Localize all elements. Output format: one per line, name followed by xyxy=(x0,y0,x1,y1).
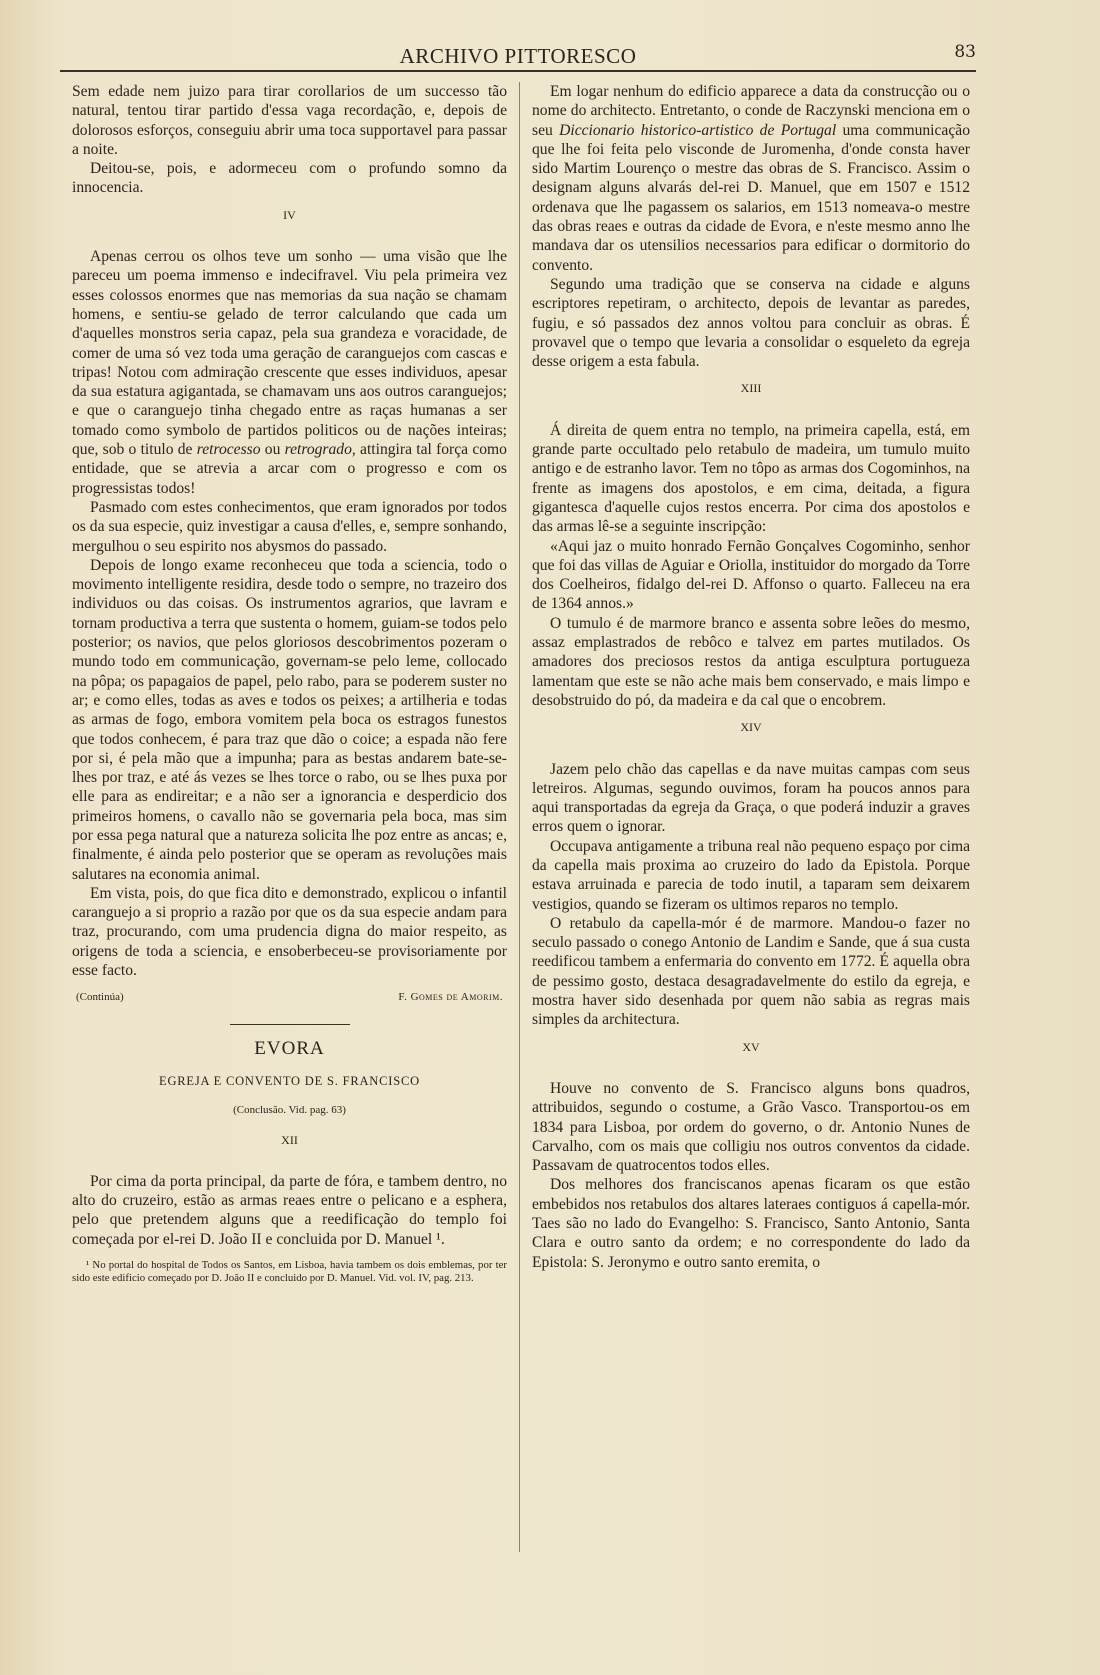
article-note: (Conclusão. Vid. pag. 63) xyxy=(233,1104,346,1117)
paragraph: Pasmado com estes conhecimentos, que eram ignorados por todos os da sua especie, quiz investigar a causa d'elles, e, sempre sonhando, mergulhou o seu espirito nos abysmos do passado. xyxy=(72,498,507,555)
paragraph: Deitou-se, pois, e adormeceu com o profundo somno da innocencia. xyxy=(72,160,507,197)
continua-label: (Continúa) xyxy=(76,991,124,1004)
section-number: XIV xyxy=(740,720,762,735)
paragraph: O retabulo da capella-mór é de marmore. Mandou-o fazer no seculo passado o conego Antonio de Landim e Sande, que á sua custa reedificou tambem a enfermaria do convento em 1772. É aquella obra de pessimo gosto, destaca desagradavelmente do estilo da egreja, e mostra haver sido desenhada por quem não sabia as regras mais simples da architectura. xyxy=(532,914,970,1029)
paragraph: Por cima da porta principal, da parte de fóra, e tambem dentro, no alto do cruzeiro, estão as armas reaes entre o pelicano e a esphera, pelo que pretendem alguns que a reedificação do templo foi começada por el-rei D. João II e concluida por D. Manuel ¹. xyxy=(72,1172,507,1248)
journal-title: ARCHIVO PITTORESCO xyxy=(399,44,637,68)
paragraph: Jazem pelo chão das capellas e da nave muitas campas com seus letreiros. Algumas, segundo ouvimos, foram ha poucos annos para aqui transportadas da egreja da Graça, o que poderá induzir a graves erros quem o ignorar. xyxy=(532,760,970,836)
page-number: 83 xyxy=(954,42,976,62)
section-number: IV xyxy=(283,207,296,222)
article-subtitle: EGREJA E CONVENTO DE S. FRANCISCO xyxy=(159,1073,420,1088)
paragraph: Em vista, pois, do que fica dito e demonstrado, explicou o infantil caranguejo a si proprio a razão por que os da sua especie andam para traz, procurando, com uma prudencia digna do maior respeito, as origens de toda a sciencia, e ensoberbeceu-se provisoriamente por esse facto. xyxy=(72,884,507,980)
section-number: XII xyxy=(281,1132,298,1147)
left-column xyxy=(72,82,507,1285)
paragraph: Dos melhores dos franciscanos apenas ficaram os que estão embebidos nos retabulos dos altares lateraes contiguos á capella-mór. Taes são no lado do Evangelho: S. Francisco, Santo Antonio, Santa Clara e outro santo da ordem; e no correspondente do lado da Epistola: S. Jeronymo e outro santo eremita, o xyxy=(532,1176,970,1271)
paragraph: O tumulo é de marmore branco e assenta sobre leões do mesmo, assaz emplastrados de rebôco e talvez em partes mutilados. Os amadores dos preciosos restos da antiga esculptura portugueza lamentam que este se não ache mais bem conservado, e mais limpo e desobstruido do pó, da madeira e da cal que o encobrem. xyxy=(532,614,970,709)
signature-row xyxy=(76,988,503,1007)
footnote: ¹ No portal do hospital de Todos os Santos, em Lisboa, havia tambem os dois emblemas, por ter sido este edificio começado por D. João II e concluido por D. Manuel. Vid. vol. IV, pag. 213. xyxy=(72,1259,507,1285)
inscription: «Aqui jaz o muito honrado Fernão Gonçalves Cogominho, senhor que foi das villas de Aguiar e Oriolla, instituidor do morgado da Torre dos Coelheiros, fidalgo del-rei D. Affonso o quarto. Falleceu na era de 1364 annos.» xyxy=(532,537,970,613)
paragraph: Em logar nenhum do edificio apparece a data da construcção ou o nome do architecto. Entretanto, o conde de Raczynski menciona em o seu Diccionario historico-artistico de Portugal uma communicação que lhe foi feita pelo visconde de Juromenha, d'onde consta haver sido Martim Lourenço o mestre das obras de S. Francisco. Assim o designam alguns alvarás del-rei D. Manuel, que em 1507 e 1512 ordenava que lhe pagassem os salarios, em 1513 nomeava-o mestre das obras reaes e outras da cidade de Evora, e n'este mesmo anno lhe mandava dar os utensilios necessarios para edificar o dormitorio do convento. xyxy=(532,83,970,274)
author-signature: F. Gomes de Amorim. xyxy=(398,991,503,1004)
paragraph: Occupava antigamente a tribuna real não pequeno espaço por cima da capella mais proxima ao cruzeiro do lado da Epistola. Porque estava arruinada e parecia de todo inutil, a taparam sem deixarem vestigios, quando se fizeram os ultimos reparos no templo. xyxy=(532,837,970,913)
paragraph: Houve no convento de S. Francisco alguns bons quadros, attribuidos, segundo o costume, a Grão Vasco. Transportou-os em 1834 para Lisboa, por ordem do governo, o dr. Antonio Nunes de Carvalho, com os mais que colligiu nos outros conventos da cidade. Passavam de quatrocentos todos elles. xyxy=(532,1079,970,1175)
paragraph: Segundo uma tradição que se conserva na cidade e alguns escriptores repetiram, o architecto, depois de levantar as paredes, fugiu, e só passados dez annos voltou para concluir as obras. É provavel que o tempo que levaria a consolidar o esqueleto da egreja desse origem a esta fabula. xyxy=(532,275,970,371)
article-title: EVORA xyxy=(254,1037,325,1059)
paragraph: Depois de longo exame reconheceu que toda a sciencia, todo o movimento intelligente residira, desde todo o sempre, no trazeiro dos individuos ou das coisas. Os instrumentos agrarios, que lavram e tornam productiva a terra que sustenta o homem, guiam-se todos pelo posterior; os navios, que pelos gloriosos descobrimentos pozeram o mundo todo em communicação, governam-se pelo leme, collocado na pôpa; os papagaios de papel, pelo rabo, para se poderem suster no ar; e como elles, todas as aves e todos os peixes; a artilheria e todas as armas de fogo, embora vomitem pela boca os estragos funestos que todos conhecem, é para traz que dão o coice; a espada não fere por si, é pela mão que a impunha; para as bestas andarem bate-se-lhes por traz, e até ás vezes se lhes torce o rabo, ou se lhes puxa por elle para as endireitar; e a não ser a ignorancia e desperdicio dos primeiros homens, o cavallo não se governaria pela boca, mas sim por essa pega natural que a natureza solicita lhe poz entre as ancas; e, finalmente, é ainda pelo posterior que se operam as revoluções mais salutares na economia animal. xyxy=(72,556,507,883)
right-column xyxy=(532,82,970,1272)
paragraph: Apenas cerrou os olhos teve um sonho — uma visão que lhe pareceu um poema immenso e indecifravel. Viu pela primeira vez esses colossos enormes que nas memorias da sua nação se chamam homens, e sentiu-se gelado de terror calculando que cada um d'aquelles monstros seria capaz, pela sua grandeza e voracidade, de comer de uma só vez toda uma geração de caranguejos com cascas e tripas! Notou com admiração crescente que esses individuos, apesar da sua estatura agigantada, se chamavam uns aos outros caranguejos; e que o caranguejo tinha chegado entre as raças humanas a ser tomado como symbolo de partidos politicos ou de nações inteiras; que, sob o titulo de retrocesso ou retrogrado, attingira tal força como entidade, que se atrevia a arcar com o progresso e com os progressistas todos! xyxy=(72,248,507,497)
page-header xyxy=(60,38,976,72)
section-number: XIII xyxy=(740,381,762,396)
section-rule xyxy=(230,1024,350,1025)
column-divider xyxy=(519,82,520,1552)
paragraph: Sem edade nem juizo para tirar corollarios de um successo tão natural, tentou tirar partido d'essa vaga recordação, e, depois de dolorosos esforços, conseguiu abrir uma toca supportavel para passar a noite. xyxy=(72,83,507,158)
section-number: XV xyxy=(742,1039,760,1054)
paragraph: Á direita de quem entra no templo, na primeira capella, está, em grande parte occultado pelo retabulo de madeira, um tumulo muito antigo e de estranho lavor. Tem no tôpo as armas dos Cogominhos, na frente as imagens dos apostolos, e em cima, deitada, a figura gigantesca d'aquelle cujos restos encerra. Por cima dos apostolos e das armas lê-se a seguinte inscripção: xyxy=(532,421,970,536)
